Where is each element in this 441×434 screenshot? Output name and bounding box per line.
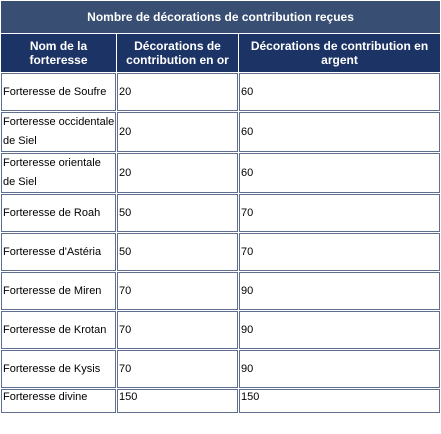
- table-row: [1, 272, 440, 310]
- table-row: [1, 153, 440, 193]
- table-row: [1, 389, 440, 413]
- silver-count: 70: [239, 194, 440, 232]
- table-row: [1, 350, 440, 388]
- silver-count: 90: [239, 350, 440, 388]
- silver-count: 150: [239, 389, 440, 413]
- table-row: [1, 112, 440, 152]
- table-row: [1, 194, 440, 232]
- table-row: [1, 311, 440, 349]
- table-row: [1, 233, 440, 271]
- gold-count: 70: [117, 350, 238, 388]
- fortress-name: Forteresse orientale de Siel: [1, 153, 116, 193]
- fortress-name: Forteresse de Roah: [1, 194, 116, 232]
- silver-count: 90: [239, 272, 440, 310]
- header-gold-decorations: Décorations de contribution en or: [117, 34, 238, 72]
- silver-count: 60: [239, 112, 440, 152]
- gold-count: 50: [117, 233, 238, 271]
- fortress-name: Forteresse occidentale de Siel: [1, 112, 116, 152]
- table-header-row: [1, 34, 440, 72]
- header-silver-decorations: Décorations de contribution en argent: [239, 34, 440, 72]
- fortress-name: Forteresse de Krotan: [1, 311, 116, 349]
- fortress-name: Forteresse d'Astéria: [1, 233, 116, 271]
- silver-count: 60: [239, 73, 440, 111]
- fortress-name: Forteresse de Kysis: [1, 350, 116, 388]
- table-row: [1, 73, 440, 111]
- table-title: Nombre de décorations de contribution reçues: [1, 1, 440, 33]
- gold-count: 70: [117, 311, 238, 349]
- silver-count: 90: [239, 311, 440, 349]
- silver-count: 70: [239, 233, 440, 271]
- table-title-row: [1, 1, 440, 33]
- header-fortress-name: Nom de la forteresse: [1, 34, 116, 72]
- silver-count: 60: [239, 153, 440, 193]
- fortress-name: Forteresse de Miren: [1, 272, 116, 310]
- gold-count: 150: [117, 389, 238, 413]
- fortress-name: Forteresse de Soufre: [1, 73, 116, 111]
- gold-count: 20: [117, 112, 238, 152]
- gold-count: 70: [117, 272, 238, 310]
- gold-count: 20: [117, 73, 238, 111]
- fortress-name: Forteresse divine: [1, 389, 116, 413]
- gold-count: 50: [117, 194, 238, 232]
- gold-count: 20: [117, 153, 238, 193]
